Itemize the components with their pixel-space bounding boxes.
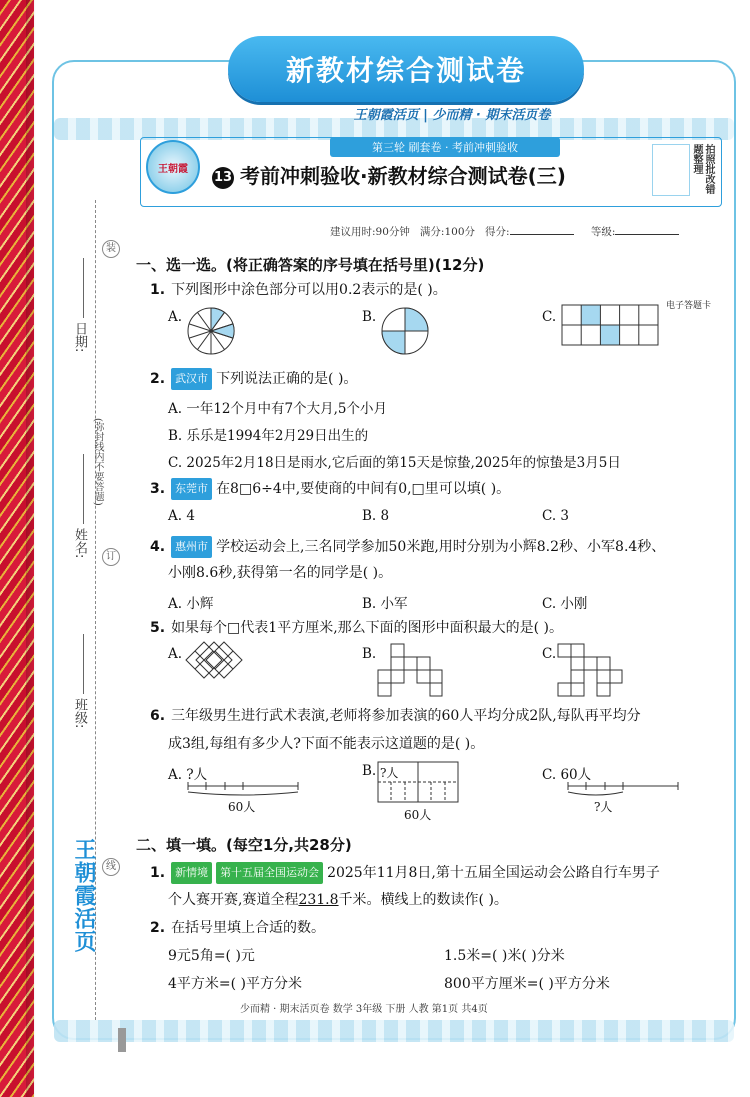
q-text: 三年级男生进行武术表演,老师将参加表演的60人平均分成2队,每队再平均分 xyxy=(171,708,641,724)
fill-row2-b[interactable]: 800平方厘米=( )平方分米 xyxy=(444,976,610,992)
fill-row1-b[interactable]: 1.5米=( )米( )分米 xyxy=(444,948,565,964)
circle-quarters-figure xyxy=(380,306,430,356)
grid-tenths-figure xyxy=(562,305,658,345)
exam-meta xyxy=(330,224,693,239)
banner-subtitle: 王朝霞活页 | 少而精 · 期末活页卷 xyxy=(353,108,551,123)
grade-line[interactable] xyxy=(615,234,679,235)
date-write-line[interactable] xyxy=(83,258,84,318)
q-text: 在8□6÷4中,要使商的中间有0,□里可以填( )。 xyxy=(216,481,511,497)
q5-option-b: B. xyxy=(362,646,377,662)
q1-4 xyxy=(150,536,665,558)
q6-text-line2: 成3组,每组有多少人?下面不能表示这道题的是( )。 xyxy=(168,736,485,752)
option-letter-b: B. xyxy=(362,763,377,779)
q2-1 xyxy=(150,862,660,884)
q4-text-line2: 小刚8.6秒,获得第一名的同学是( )。 xyxy=(168,565,393,581)
fill-row1-a[interactable]: 9元5角=( )元 xyxy=(168,948,255,964)
meta-got: 得分: xyxy=(485,226,510,238)
region-tag: 惠州市 xyxy=(171,536,212,558)
q-number: 2. xyxy=(150,920,166,936)
seal-note: (弥封线内不要答题) xyxy=(92,418,103,506)
round-tag: 第三轮 刷套卷 · 考前冲刺验收 xyxy=(330,137,560,157)
a-bottom-label: 60人 xyxy=(228,800,256,814)
q4-option-a: A. 小辉 xyxy=(168,596,214,612)
q5-option-c: C. xyxy=(542,646,557,662)
q2-option-c: C. 2025年2月18日是雨水,它后面的第15天是惊蛰,2025年的惊蛰是3月5日 xyxy=(168,455,621,471)
q1-1 xyxy=(150,280,447,300)
name-label: 姓名: xyxy=(72,528,87,559)
correction-label-text: 拍照批改错题整理 xyxy=(691,144,714,194)
q4-option-c: C. 小刚 xyxy=(542,596,588,612)
q-number: 1. xyxy=(150,282,166,298)
paper-number: 13 xyxy=(212,167,234,189)
q2-1-line2 xyxy=(168,890,508,910)
binding-ring-top: 装 xyxy=(102,240,120,258)
q-number: 1. xyxy=(150,865,166,881)
b-bottom-label: 60人 xyxy=(404,808,432,822)
q-number: 3. xyxy=(150,481,166,497)
c-top-label: 60人 xyxy=(560,767,592,783)
q3-option-a: A. 4 xyxy=(168,508,195,524)
c-bottom-label: ?人 xyxy=(594,800,613,814)
option-letter: C. xyxy=(542,767,557,783)
q-number: 4. xyxy=(150,539,166,555)
page-footer: 少而精 · 期末活页卷 数学 3年级 下册 人教 第1页 共4页 xyxy=(240,1004,488,1015)
qr-placeholder xyxy=(652,144,690,196)
brand-badge-logo: 王朝霞 xyxy=(146,140,200,194)
q2-2 xyxy=(150,918,325,938)
section-2-title: 二、填一填。(每空1分,共28分) xyxy=(136,836,352,854)
line-diagram-a xyxy=(188,780,300,796)
q1-option-a: A. xyxy=(168,309,183,325)
q1-2 xyxy=(150,368,357,390)
paper-title-text: 考前冲刺验收·新教材综合测试卷(三) xyxy=(240,164,566,188)
option-letter: A. xyxy=(168,767,183,783)
meta-score: 满分:100分 xyxy=(419,226,476,238)
underlined-number: 231.8 xyxy=(298,892,339,908)
q1-3 xyxy=(150,478,510,500)
binding-ring-bottom: 线 xyxy=(102,858,120,876)
brand-vertical: 王朝霞活页 xyxy=(71,838,96,953)
region-tag: 东莞市 xyxy=(171,478,212,500)
q1-6 xyxy=(150,706,641,726)
q-number: 6. xyxy=(150,708,166,724)
binding-ring-mid: 订 xyxy=(102,548,120,566)
q1-5 xyxy=(150,618,563,638)
q4-option-b: B. 小军 xyxy=(362,596,408,612)
diamond-grid-figure xyxy=(186,642,242,678)
circle-tenths-figure xyxy=(186,306,236,356)
q1-option-b: B. xyxy=(362,309,377,325)
q-text: 在括号里填上合适的数。 xyxy=(171,920,326,936)
wave-divider-bottom xyxy=(54,1020,734,1042)
q-text: 学校运动会上,三名同学参加50米跑,用时分别为小辉8.2秒、小军8.4秒、 xyxy=(216,539,666,555)
q2-option-b: B. 乐乐是1994年2月29日出生的 xyxy=(168,428,369,444)
score-line[interactable] xyxy=(510,234,574,235)
q3-option-c: C. 3 xyxy=(542,508,570,524)
class-write-line[interactable] xyxy=(83,634,84,694)
line-diagram-c xyxy=(568,780,680,796)
q-number: 2. xyxy=(150,371,166,387)
q1-option-c: C. xyxy=(542,309,557,325)
q-number: 5. xyxy=(150,620,166,636)
q-text: 个人赛开赛,赛道全程 xyxy=(168,892,299,908)
q-text: 如果每个□代表1平方厘米,那么下面的图形中面积最大的是( )。 xyxy=(171,620,564,636)
event-tag: 第十五届全国运动会 xyxy=(216,862,323,884)
q3-option-b: B. 8 xyxy=(362,508,390,524)
q-text: 千米。横线上的数读作( )。 xyxy=(338,892,508,908)
q2-option-a: A. 一年12个月中有7个大月,5个小月 xyxy=(168,401,387,417)
q5-option-a: A. xyxy=(168,646,183,662)
a-top-label: ?人 xyxy=(186,767,208,783)
class-label: 班级: xyxy=(72,698,87,729)
q-text: 下列说法正确的是( )。 xyxy=(216,371,358,387)
squares-figure-b xyxy=(378,644,442,696)
b-top-label: ?人 xyxy=(380,766,399,780)
name-write-line[interactable] xyxy=(83,454,84,524)
q-text: 2025年11月8日,第十五届全国运动会公路自行车男子 xyxy=(327,865,660,881)
paper-title xyxy=(212,160,566,189)
q-text: 下列图形中涂色部分可以用0.2表示的是( )。 xyxy=(171,282,447,298)
squares-figure-c xyxy=(558,644,622,696)
meta-time: 建议用时:90分钟 xyxy=(330,226,410,238)
date-label: 日期: xyxy=(72,322,87,353)
e-answer-card-label: 电子答题卡 xyxy=(666,301,712,311)
fill-row2-a[interactable]: 4平方米=( )平方分米 xyxy=(168,976,303,992)
section-1-title: 一、选一选。(将正确答案的序号填在括号里)(12分) xyxy=(136,256,485,274)
meta-grade: 等级: xyxy=(590,226,616,238)
new-context-tag: 新情境 xyxy=(171,862,212,884)
region-tag: 武汉市 xyxy=(171,368,212,390)
correction-label xyxy=(652,144,714,196)
banner-title: 新教材综合测试卷 xyxy=(228,36,584,102)
